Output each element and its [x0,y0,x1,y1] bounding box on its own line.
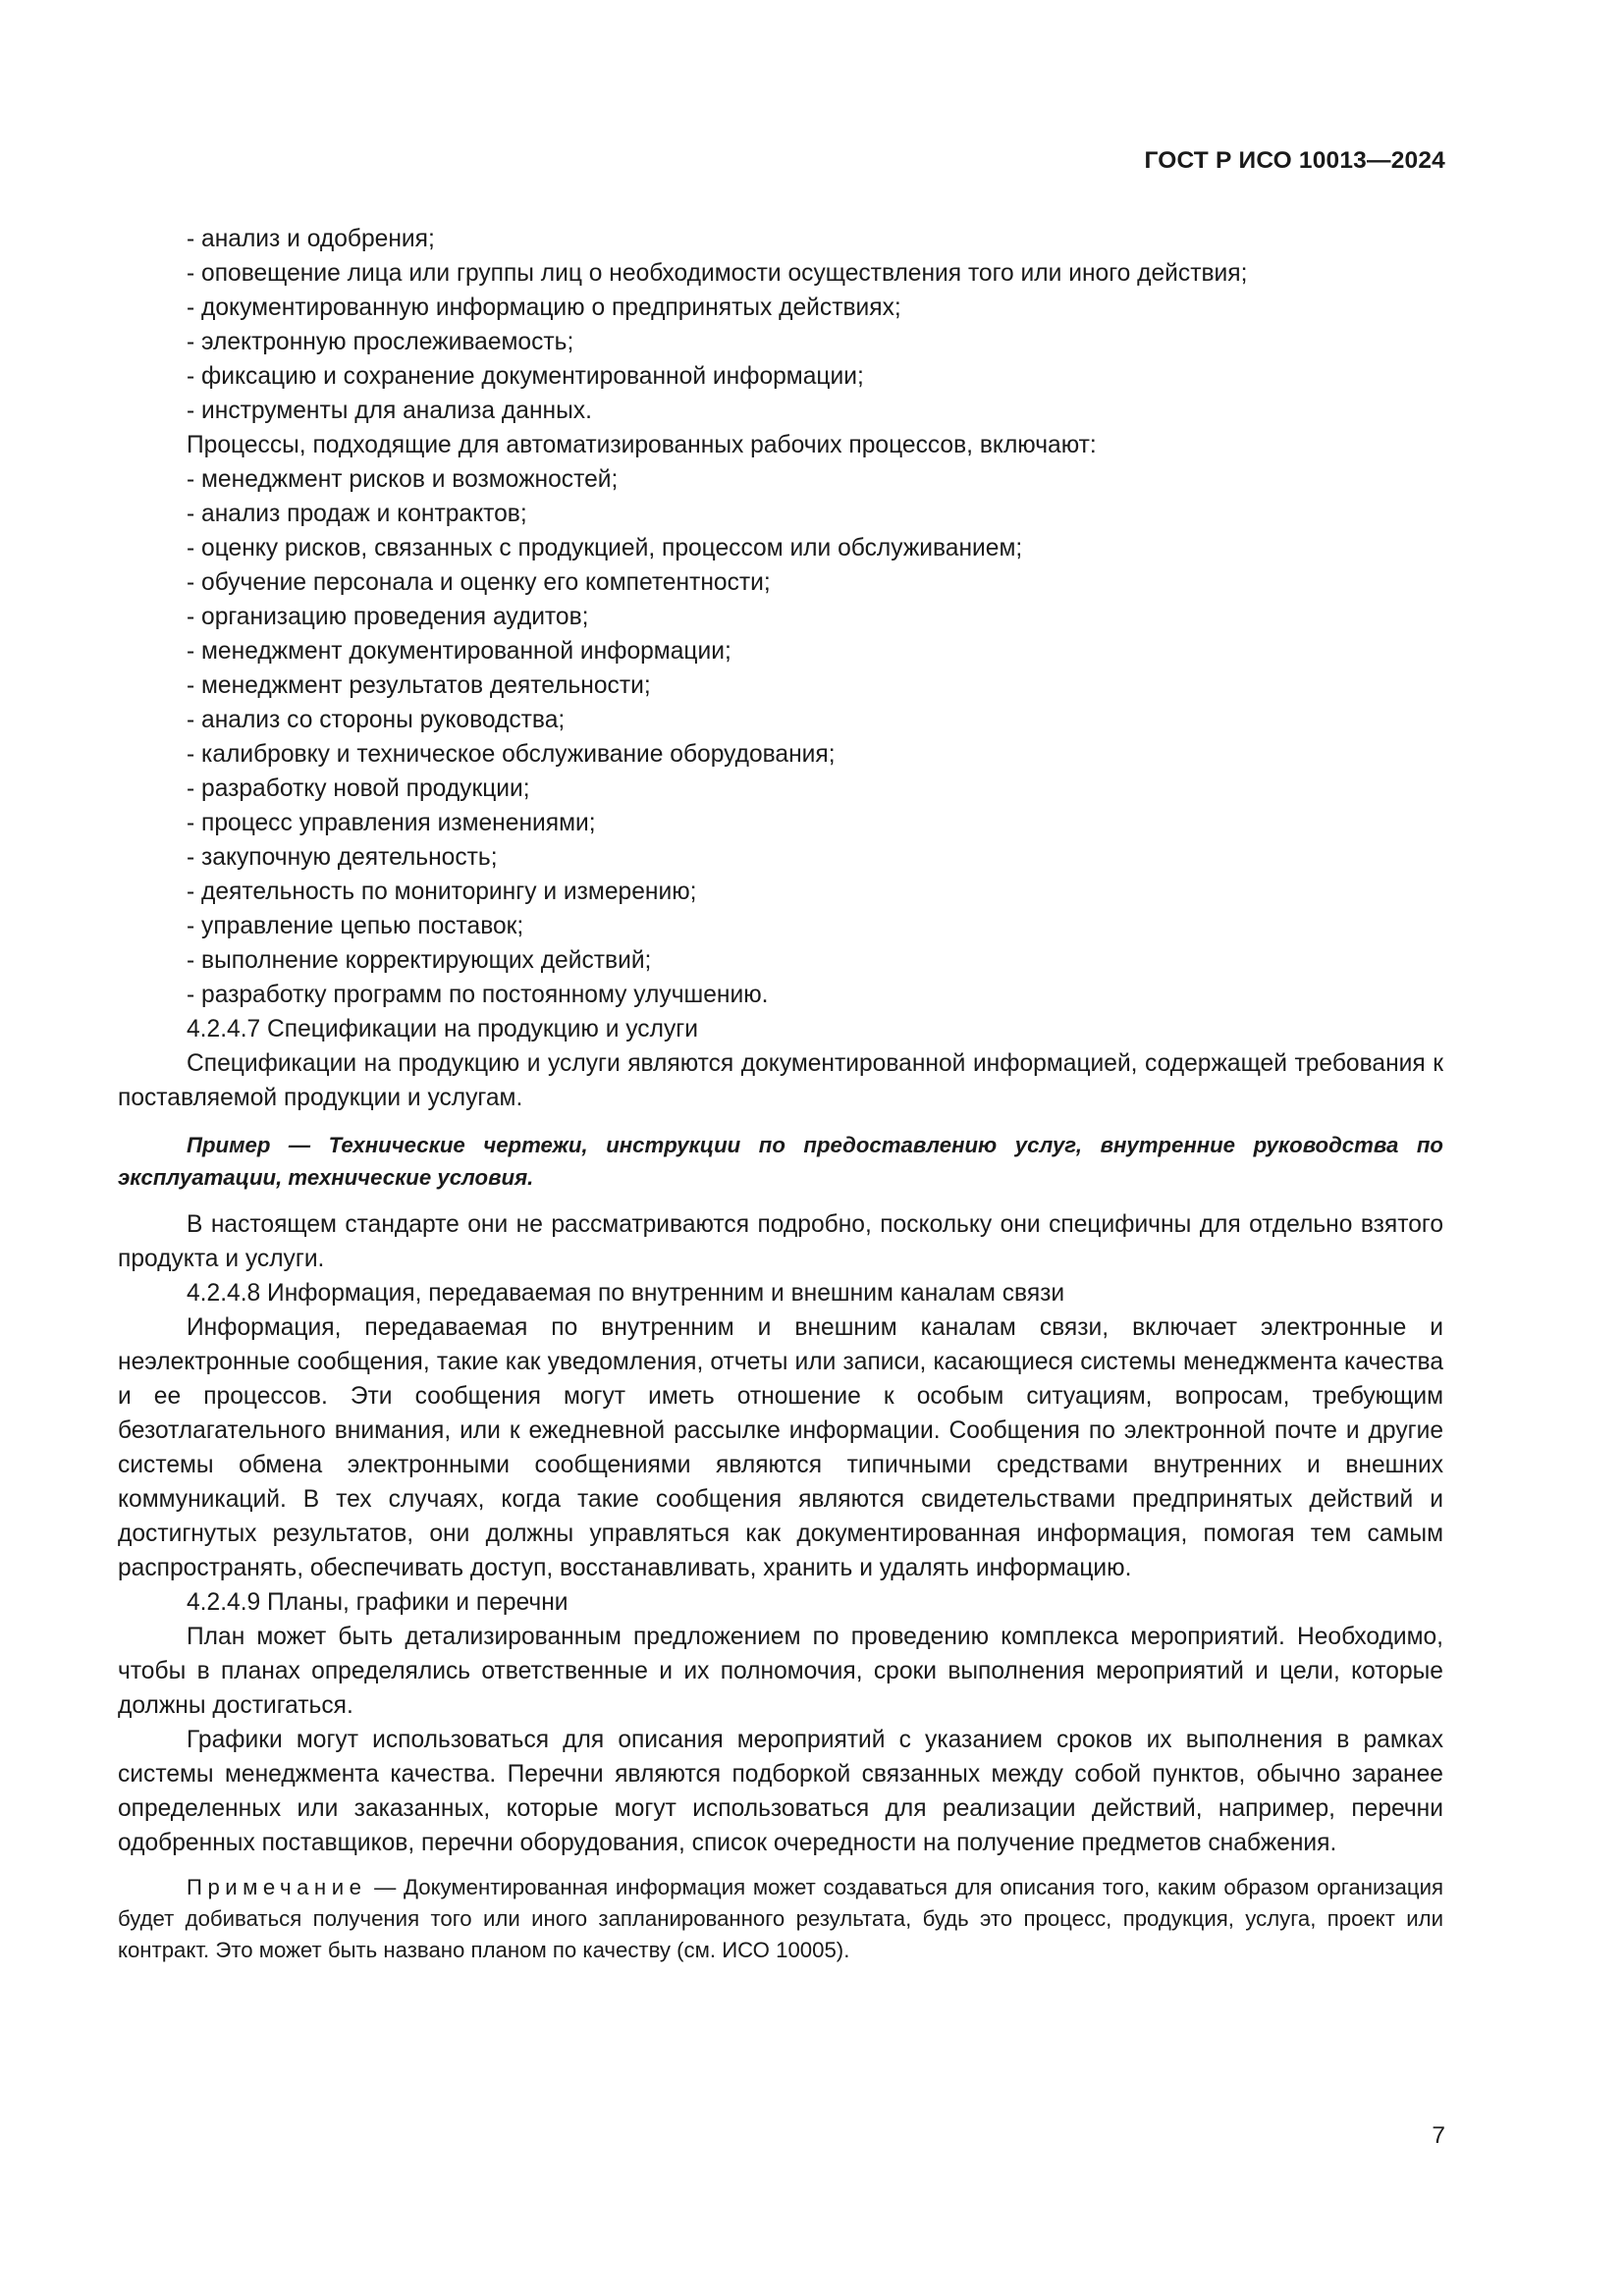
paragraph: Спецификации на продукцию и услуги являются документированной информацией, содержащей требования к поставляемой продукции и услугам. [118,1050,1443,1111]
list-item: - анализ и одобрения; [187,226,435,252]
list-item: - менеджмент рисков и возможностей; [187,466,619,493]
list-item: - электронную прослеживаемость; [187,329,574,355]
list-item: - управление цепью поставок; [187,913,524,939]
list-item: - выполнение корректирующих действий; [187,947,652,974]
note-paragraph [118,1872,1443,1966]
list-item: - процесс управления изменениями; [187,810,596,836]
list-item: - разработку новой продукции; [187,775,530,802]
document-code-header: ГОСТ Р ИСО 10013—2024 [1144,147,1445,174]
list-item: - инструменты для анализа данных. [187,398,592,424]
list-item: - анализ продаж и контрактов; [187,501,527,527]
paragraph: Графики могут использоваться для описания мероприятий с указанием сроков их выполнения в рамках системы менеджмента качества. Перечни являются подборкой связанных между собой пунктов, обычно заранее определенных или заказанных, которые могут использоваться для реализации действий, например, перечни одобренных поставщиков, перечни оборудования, список очередности на получение предметов снабжения. [118,1727,1443,1856]
note-text: — Документированная информация может создаваться для описания того, каким образом организация будет добиваться получения того или иного запланированного результата, будь это процесс, продукция, услуга, проект или контракт. Это может быть названо планом по качеству (см. ИСО 10005). [118,1875,1443,1962]
list-item: - оценку рисков, связанных с продукцией, процессом или обслуживанием; [187,535,1023,561]
list-item: - закупочную деятельность; [187,844,498,871]
list-item: - обучение персонала и оценку его компетентности; [187,569,771,596]
list-item: - менеджмент документированной информации; [187,638,731,665]
paragraph: В настоящем стандарте они не рассматриваются подробно, поскольку они специфичны для отдельно взятого продукта и услуги. [118,1211,1443,1272]
page-number: 7 [1432,2122,1445,2149]
section-heading-4247: 4.2.4.7 Спецификации на продукцию и услуги [187,1016,698,1042]
list-item: - организацию проведения аудитов; [187,604,589,630]
example-paragraph: Пример — Технические чертежи, инструкции по предоставлению услуг, внутренние руководства по эксплуатации, технические условия. [118,1133,1443,1190]
list-item: - фиксацию и сохранение документированной информации; [187,363,864,390]
section-heading-4249: 4.2.4.9 Планы, графики и перечни [187,1589,568,1616]
list-intro-paragraph: Процессы, подходящие для автоматизированных рабочих процессов, включают: [187,432,1097,458]
list-item: - менеджмент результатов деятельности; [187,672,651,699]
list-item: - оповещение лица или группы лиц о необходимости осуществления того или иного действия; [187,260,1248,287]
list-item: - калибровку и техническое обслуживание оборудования; [187,741,836,768]
list-item: - анализ со стороны руководства; [187,707,566,733]
paragraph: План может быть детализированным предложением по проведению комплекса мероприятий. Необходимо, чтобы в планах определялись ответственные и их полномочия, сроки выполнения мероприятий и цели, которые должны достигаться. [118,1624,1443,1719]
list-item: - деятельность по мониторингу и измерению; [187,879,697,905]
section-heading-4248: 4.2.4.8 Информация, передаваемая по внутренним и внешним каналам связи [187,1280,1065,1307]
page-content [118,222,1443,1966]
list-item: - разработку программ по постоянному улучшению. [187,982,769,1008]
paragraph: Информация, передаваемая по внутренним и внешним каналам связи, включает электронные и неэлектронные сообщения, такие как уведомления, отчеты или записи, касающиеся системы менеджмента качества и ее процессов. Эти сообщения могут иметь отношение к особым ситуациям, вопросам, требующим безотлагательного внимания, или к ежедневной рассылке информации. Сообщения по электронной почте и другие системы обмена электронными сообщениями являются типичными средствами внутренних и внешних коммуникаций. В тех случаях, когда такие сообщения являются свидетельствами предпринятых действий и достигнутых результатов, они должны управляться как документированная информация, помогая тем самым распространять, обеспечивать доступ, восстанавливать, хранить и удалять информацию. [118,1314,1443,1581]
list-item: - документированную информацию о предпринятых действиях; [187,294,901,321]
note-label: Примечание [187,1875,367,1899]
